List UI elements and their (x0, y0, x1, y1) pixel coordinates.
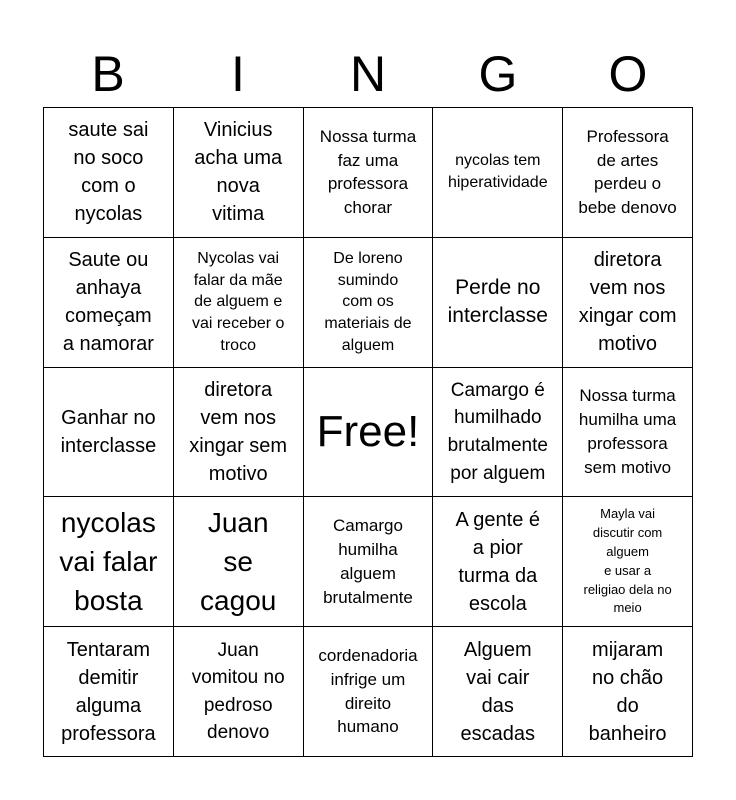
bingo-cell[interactable] (174, 108, 304, 238)
bingo-cell[interactable] (563, 108, 693, 238)
bingo-cell[interactable] (563, 497, 693, 627)
header-letter-b: B (91, 46, 125, 102)
bingo-cell[interactable] (563, 627, 693, 757)
bingo-cell-text: nycolas vai falar bosta (59, 507, 158, 617)
bingo-cell[interactable] (304, 497, 434, 627)
bingo-cell-text: Vinicius acha uma nova vitima (194, 119, 283, 226)
bingo-cell[interactable] (433, 238, 563, 368)
bingo-cell-text: Juan vomitou no pedroso denovo (191, 639, 285, 744)
bingo-cell[interactable] (563, 238, 693, 368)
bingo-cell[interactable] (304, 238, 434, 368)
bingo-cell-text: mijaram no chão do banheiro (588, 638, 667, 745)
header-letter-n: N (349, 46, 387, 102)
bingo-cell[interactable] (174, 368, 304, 498)
bingo-cell[interactable] (433, 627, 563, 757)
bingo-cell-text: Mayla vai discutir com alguem e usar a religiao dela no meio (583, 506, 672, 616)
bingo-cell-text: Nossa turma faz uma professora chorar (319, 126, 417, 218)
bingo-cell[interactable] (433, 368, 563, 498)
free-space-text: Free! (316, 406, 420, 456)
bingo-cell-text: Nycolas vai falar da mãe de alguem e vai receber o troco (191, 250, 285, 354)
bingo-cell-text: Tentaram demitir alguma professora (61, 638, 156, 745)
bingo-header (43, 40, 693, 108)
free-space[interactable] (304, 368, 434, 498)
bingo-cell[interactable] (433, 497, 563, 627)
bingo-cell-text: nycolas tem hiperatividade (447, 152, 548, 192)
bingo-cell-text: Ganhar no interclasse (60, 406, 157, 457)
bingo-cell[interactable] (304, 627, 434, 757)
header-letter-o: O (608, 46, 648, 102)
bingo-cell-text: A gente é a pior turma da escola (455, 508, 541, 615)
bingo-cell[interactable] (563, 368, 693, 498)
bingo-cell[interactable] (174, 627, 304, 757)
bingo-cell[interactable] (174, 497, 304, 627)
bingo-cell[interactable] (44, 497, 174, 627)
bingo-cell-text: Alguem vai cair das escadas (460, 638, 536, 745)
header-letter-g: G (478, 46, 518, 102)
bingo-cell-text: Camargo é humilhado brutalmente por alguem (447, 379, 548, 484)
bingo-cell[interactable] (44, 368, 174, 498)
bingo-cell[interactable] (304, 108, 434, 238)
bingo-cell-text: Juan se cagou (200, 507, 277, 617)
bingo-card-grid (43, 107, 693, 757)
bingo-cell[interactable] (174, 238, 304, 368)
bingo-cell-text: diretora vem nos xingar sem motivo (189, 378, 288, 485)
bingo-cell-text: Professora de artes perdeu o bebe denovo (578, 126, 677, 218)
bingo-cell-text: Nossa turma humilha uma professora sem motivo (578, 386, 677, 477)
bingo-cell[interactable] (44, 238, 174, 368)
bingo-cell-text: Camargo humilha alguem brutalmente (323, 516, 413, 607)
bingo-cell-text: cordenadoria infrige um direito humano (318, 646, 418, 737)
bingo-cell[interactable] (44, 627, 174, 757)
bingo-cell-text: Perde no interclasse (447, 275, 548, 328)
bingo-cell-text: diretora vem nos xingar com motivo (578, 249, 677, 356)
bingo-cell-text: saute sai no soco com o nycolas (68, 119, 149, 226)
header-letter-i: I (231, 46, 245, 102)
bingo-cell[interactable] (44, 108, 174, 238)
bingo-cell[interactable] (433, 108, 563, 238)
bingo-cell-text: Saute ou anhaya começam a namorar (62, 249, 154, 356)
bingo-cell-text: De loreno sumindo com os materiais de alguem (324, 250, 412, 354)
